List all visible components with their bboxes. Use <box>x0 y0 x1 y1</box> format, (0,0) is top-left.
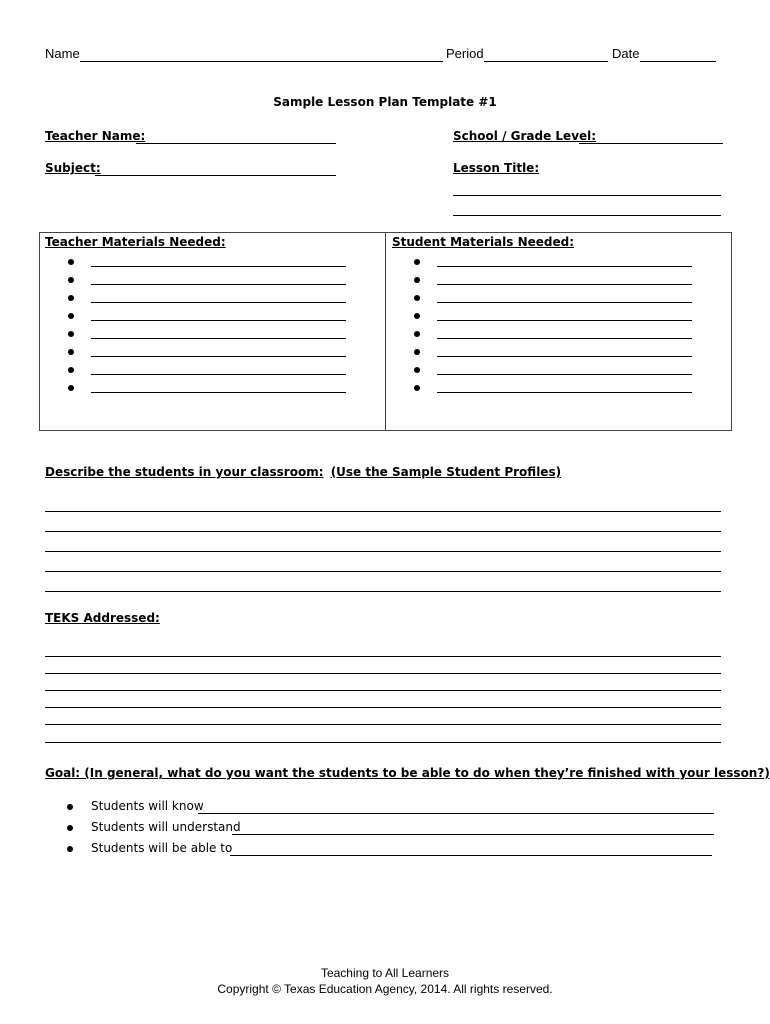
teks-line[interactable] <box>45 742 721 743</box>
bullet-icon <box>68 259 74 265</box>
student-material-field[interactable] <box>437 302 692 303</box>
bullet-icon <box>414 349 420 355</box>
teacher-material-field[interactable] <box>91 392 346 393</box>
subject-field[interactable] <box>95 175 336 176</box>
name-field[interactable] <box>80 61 443 62</box>
teacher-material-field[interactable] <box>91 338 346 339</box>
teks-line[interactable] <box>45 673 721 674</box>
teacher-materials-heading: Teacher Materials Needed: <box>45 235 226 249</box>
teks-line[interactable] <box>45 707 721 708</box>
goal-item-know: Students will know <box>91 799 204 813</box>
lesson-title-field-1[interactable] <box>453 195 721 196</box>
students-line[interactable] <box>45 551 721 552</box>
subject-label: Subject: <box>45 161 101 175</box>
teacher-name-label: Teacher Name: <box>45 129 146 143</box>
bullet-icon <box>68 349 74 355</box>
bullet-icon <box>414 295 420 301</box>
bullet-icon <box>67 825 73 831</box>
goal-understand-field[interactable] <box>232 834 714 835</box>
teks-line[interactable] <box>45 724 721 725</box>
bullet-icon <box>414 313 420 319</box>
student-material-field[interactable] <box>437 356 692 357</box>
student-material-field[interactable] <box>437 320 692 321</box>
date-field[interactable] <box>640 61 716 62</box>
goal-know-field[interactable] <box>198 813 714 814</box>
teacher-name-field[interactable] <box>136 143 336 144</box>
student-material-field[interactable] <box>437 266 692 267</box>
bullet-icon <box>414 385 420 391</box>
student-materials-heading: Student Materials Needed: <box>392 235 575 249</box>
student-material-field[interactable] <box>437 374 692 375</box>
date-label: Date <box>612 46 640 61</box>
goal-item-understand: Students will understand <box>91 820 241 834</box>
goal-heading: Goal: (In general, what do you want the students to be able to do when they’re finished with your lesson?) <box>45 766 770 780</box>
teacher-material-field[interactable] <box>91 266 346 267</box>
students-line[interactable] <box>45 511 721 512</box>
bullet-icon <box>68 385 74 391</box>
students-line[interactable] <box>45 531 721 532</box>
lesson-title-label: Lesson Title: <box>453 161 540 175</box>
goal-able-field[interactable] <box>230 855 712 856</box>
bullet-icon <box>68 277 74 283</box>
students-heading-text: Describe the students in your classroom: <box>45 465 324 479</box>
teks-line[interactable] <box>45 656 721 657</box>
footer-copyright: Copyright © Texas Education Agency, 2014. All rights reserved. <box>217 982 553 996</box>
bullet-icon <box>67 846 73 852</box>
teacher-material-field[interactable] <box>91 356 346 357</box>
materials-divider <box>385 232 386 431</box>
teks-line[interactable] <box>45 690 721 691</box>
footer-title: Teaching to All Learners <box>320 966 450 980</box>
lesson-title-field-2[interactable] <box>453 215 721 216</box>
bullet-icon <box>68 313 74 319</box>
student-material-field[interactable] <box>437 284 692 285</box>
teacher-material-field[interactable] <box>91 284 346 285</box>
page-title: Sample Lesson Plan Template #1 <box>273 95 497 109</box>
period-field[interactable] <box>484 61 608 62</box>
bullet-icon <box>68 295 74 301</box>
student-material-field[interactable] <box>437 392 692 393</box>
bullet-icon <box>67 804 73 810</box>
teacher-material-field[interactable] <box>91 302 346 303</box>
name-label: Name <box>45 46 80 61</box>
teacher-material-field[interactable] <box>91 374 346 375</box>
teacher-material-field[interactable] <box>91 320 346 321</box>
students-heading <box>45 465 561 479</box>
goal-item-able: Students will be able to <box>91 841 233 855</box>
students-heading-note: (Use the Sample Student Profiles) <box>330 465 562 479</box>
student-material-field[interactable] <box>437 338 692 339</box>
bullet-icon <box>68 367 74 373</box>
school-grade-field[interactable] <box>579 143 723 144</box>
bullet-icon <box>414 259 420 265</box>
bullet-icon <box>414 331 420 337</box>
students-line[interactable] <box>45 591 721 592</box>
bullet-icon <box>68 331 74 337</box>
students-line[interactable] <box>45 571 721 572</box>
teks-heading: TEKS Addressed: <box>45 611 160 625</box>
school-grade-label: School / Grade Level: <box>453 129 597 143</box>
bullet-icon <box>414 277 420 283</box>
bullet-icon <box>414 367 420 373</box>
period-label: Period <box>446 46 484 61</box>
